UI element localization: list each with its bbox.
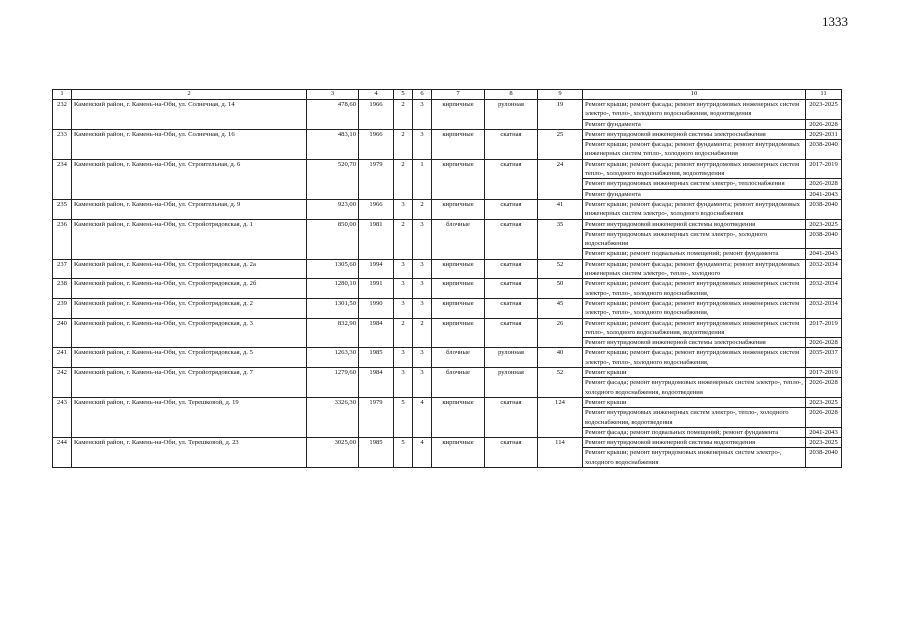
address-cell: Каменский район, г. Камень-на-Оби, ул. Стройотрядовская, д. 2а (72, 259, 307, 279)
entrances-cell: 4 (413, 438, 432, 468)
col-header-7: 7 (432, 90, 485, 100)
address-cell: Каменский район, г. Камень-на-Оби, ул. Стройотрядовская, д. 7 (72, 368, 307, 398)
roof-type-cell: скатная (485, 298, 538, 318)
address-cell: Каменский район, г. Камень-на-Оби, ул. Терешковой, д. 23 (72, 438, 307, 468)
year-cell: 1981 (359, 219, 394, 259)
flats-count-cell: 40 (538, 348, 583, 368)
flats-count-cell: 26 (538, 318, 583, 348)
floors-cell: 3 (394, 199, 413, 219)
table-row (53, 159, 842, 179)
work-description-cell: Ремонт крыши (583, 368, 806, 378)
roof-type-cell: скатная (485, 318, 538, 348)
entrances-cell: 3 (413, 100, 432, 130)
area-cell: 483,10 (307, 129, 359, 159)
wall-material-cell: кирпичные (432, 259, 485, 279)
table-row (53, 348, 842, 368)
period-cell: 2023-2025 (806, 438, 842, 448)
area-cell: 478,60 (307, 100, 359, 130)
col-header-4: 4 (359, 90, 394, 100)
floors-cell: 3 (394, 348, 413, 368)
flats-count-cell: 114 (538, 438, 583, 468)
work-description-cell: Ремонт крыши; ремонт фасада; ремонт внутридомовых инженерных систем электро-, тепло-, холодного водоснабжения, водоотведения (583, 100, 806, 120)
work-description-cell: Ремонт внутридомовой инженерной системы электроснабжения (583, 338, 806, 348)
row-number-cell: 242 (53, 368, 72, 398)
address-cell: Каменский район, г. Камень-на-Оби, ул. Стройотрядовская, д. 2 (72, 298, 307, 318)
row-number-cell: 237 (53, 259, 72, 279)
address-cell: Каменский район, г. Камень-на-Оби, ул. Стройотрядовская, д. 1 (72, 219, 307, 259)
page-number: 1333 (822, 14, 848, 29)
work-description-cell: Ремонт крыши; ремонт фасада; ремонт фундамента; ремонт внутридомовых инженерных систем тепло-, холодного водоснабжения (583, 140, 806, 160)
address-cell: Каменский район, г. Камень-на-Оби, ул. Терешковой, д. 19 (72, 397, 307, 437)
row-number-cell: 240 (53, 318, 72, 348)
floors-cell: 2 (394, 159, 413, 199)
table-row (53, 129, 842, 139)
entrances-cell: 4 (413, 397, 432, 437)
table-row (53, 438, 842, 448)
period-cell: 2023-2025 (806, 100, 842, 120)
wall-material-cell: кирпичные (432, 397, 485, 437)
entrances-cell: 3 (413, 298, 432, 318)
wall-material-cell: блочные (432, 348, 485, 368)
period-cell: 2026-2028 (806, 338, 842, 348)
header-row (53, 90, 842, 100)
table-row (53, 100, 842, 120)
flats-count-cell: 52 (538, 259, 583, 279)
floors-cell: 3 (394, 298, 413, 318)
col-header-8: 8 (485, 90, 538, 100)
period-cell: 2029-2031 (806, 129, 842, 139)
work-description-cell: Ремонт фасада; ремонт внутридомовых инженерных систем электро-, тепло-, холодного водоснабжения, водоотведения (583, 378, 806, 398)
col-header-11: 11 (806, 90, 842, 100)
address-cell: Каменский район, г. Камень-на-Оби, ул. Стройотрядовская, д. 2б (72, 279, 307, 299)
year-cell: 1984 (359, 368, 394, 398)
year-cell: 1966 (359, 199, 394, 219)
entrances-cell: 3 (413, 348, 432, 368)
period-cell: 2026-2028 (806, 179, 842, 189)
floors-cell: 2 (394, 318, 413, 348)
work-description-cell: Ремонт фундамента (583, 189, 806, 199)
entrances-cell: 3 (413, 129, 432, 159)
area-cell: 1301,50 (307, 298, 359, 318)
flats-count-cell: 24 (538, 159, 583, 199)
year-cell: 1966 (359, 100, 394, 130)
work-description-cell: Ремонт крыши (583, 397, 806, 407)
roof-type-cell: рулонная (485, 368, 538, 398)
floors-cell: 2 (394, 100, 413, 130)
address-cell: Каменский район, г. Камень-на-Оби, ул. Солнечная, д. 14 (72, 100, 307, 130)
address-cell: Каменский район, г. Камень-на-Оби, ул. Солнечная, д. 16 (72, 129, 307, 159)
floors-cell: 3 (394, 279, 413, 299)
year-cell: 1985 (359, 438, 394, 468)
area-cell: 1279,60 (307, 368, 359, 398)
wall-material-cell: кирпичные (432, 279, 485, 299)
table-row (53, 397, 842, 407)
period-cell: 2032-2034 (806, 279, 842, 299)
period-cell: 2041-2043 (806, 427, 842, 437)
work-description-cell: Ремонт внутридомовой инженерной системы водоотведения (583, 438, 806, 448)
flats-count-cell: 35 (538, 219, 583, 259)
floors-cell: 2 (394, 129, 413, 159)
year-cell: 1994 (359, 259, 394, 279)
work-description-cell: Ремонт внутридомовой инженерной системы водоотведения (583, 219, 806, 229)
entrances-cell: 2 (413, 318, 432, 348)
roof-type-cell: рулонная (485, 348, 538, 368)
row-number-cell: 235 (53, 199, 72, 219)
row-number-cell: 232 (53, 100, 72, 130)
address-cell: Каменский район, г. Камень-на-Оби, ул. Стройотрядовская, д. 3 (72, 318, 307, 348)
table-row (53, 219, 842, 229)
entrances-cell: 1 (413, 159, 432, 199)
year-cell: 1985 (359, 348, 394, 368)
period-cell: 2026-2028 (806, 378, 842, 398)
flats-count-cell: 52 (538, 368, 583, 398)
year-cell: 1991 (359, 279, 394, 299)
wall-material-cell: кирпичные (432, 318, 485, 348)
work-description-cell: Ремонт крыши; ремонт фасада; ремонт фундамента; ремонт внутридомовых инженерных систем электро-, холодного водоснабжения (583, 199, 806, 219)
col-header-3: 3 (307, 90, 359, 100)
roof-type-cell: скатная (485, 159, 538, 199)
roof-type-cell: скатная (485, 438, 538, 468)
flats-count-cell: 45 (538, 298, 583, 318)
flats-count-cell: 25 (538, 129, 583, 159)
work-description-cell: Ремонт внутридомовых инженерных систем электро-, холодного водоснабжения (583, 229, 806, 249)
work-description-cell: Ремонт внутридомовой инженерной системы электроснабжения (583, 129, 806, 139)
period-cell: 2038-2040 (806, 448, 842, 468)
wall-material-cell: кирпичные (432, 199, 485, 219)
roof-type-cell: рулонная (485, 100, 538, 130)
area-cell: 1280,10 (307, 279, 359, 299)
work-description-cell: Ремонт фундамента (583, 119, 806, 129)
period-cell: 2038-2040 (806, 140, 842, 160)
roof-type-cell: скатная (485, 279, 538, 299)
work-description-cell: Ремонт крыши; ремонт фасада; ремонт внутридомовых инженерных систем тепло-, холодного водоснабжения, водоотведения (583, 159, 806, 179)
year-cell: 1979 (359, 159, 394, 199)
period-cell: 2017-2019 (806, 318, 842, 338)
table-row (53, 298, 842, 318)
period-cell: 2026-2028 (806, 408, 842, 428)
roof-type-cell: скатная (485, 397, 538, 437)
area-cell: 1305,60 (307, 259, 359, 279)
wall-material-cell: кирпичные (432, 298, 485, 318)
year-cell: 1966 (359, 129, 394, 159)
entrances-cell: 3 (413, 219, 432, 259)
area-cell: 1263,30 (307, 348, 359, 368)
flats-count-cell: 19 (538, 100, 583, 130)
period-cell: 2023-2025 (806, 397, 842, 407)
period-cell: 2032-2034 (806, 298, 842, 318)
year-cell: 1979 (359, 397, 394, 437)
row-number-cell: 239 (53, 298, 72, 318)
address-cell: Каменский район, г. Камень-на-Оби, ул. Стройотрядовская, д. 5 (72, 348, 307, 368)
roof-type-cell: скатная (485, 219, 538, 259)
row-number-cell: 238 (53, 279, 72, 299)
row-number-cell: 241 (53, 348, 72, 368)
period-cell: 2035-2037 (806, 348, 842, 368)
flats-count-cell: 124 (538, 397, 583, 437)
wall-material-cell: кирпичные (432, 438, 485, 468)
wall-material-cell: блочные (432, 368, 485, 398)
period-cell: 2017-2019 (806, 368, 842, 378)
area-cell: 520,70 (307, 159, 359, 199)
period-cell: 2041-2043 (806, 249, 842, 259)
floors-cell: 5 (394, 397, 413, 437)
address-cell: Каменский район, г. Камень-на-Оби, ул. Строительная, д. 6 (72, 159, 307, 199)
period-cell: 2026-2028 (806, 119, 842, 129)
year-cell: 1984 (359, 318, 394, 348)
table-row (53, 279, 842, 299)
period-cell: 2041-2043 (806, 189, 842, 199)
wall-material-cell: блочные (432, 219, 485, 259)
area-cell: 3025,00 (307, 438, 359, 468)
row-number-cell: 244 (53, 438, 72, 468)
row-number-cell: 243 (53, 397, 72, 437)
period-cell: 2038-2040 (806, 229, 842, 249)
area-cell: 3326,30 (307, 397, 359, 437)
flats-count-cell: 50 (538, 279, 583, 299)
roof-type-cell: скатная (485, 129, 538, 159)
col-header-9: 9 (538, 90, 583, 100)
period-cell: 2032-2034 (806, 259, 842, 279)
col-header-6: 6 (413, 90, 432, 100)
work-description-cell: Ремонт крыши; ремонт фасада; ремонт внутридомовых инженерных систем электро-, тепло-, холодного водоснабжения, (583, 348, 806, 368)
period-cell: 2023-2025 (806, 219, 842, 229)
work-description-cell: Ремонт фасада; ремонт подвальных помещений; ремонт фундамента (583, 427, 806, 437)
wall-material-cell: кирпичные (432, 159, 485, 199)
col-header-10: 10 (583, 90, 806, 100)
area-cell: 850,00 (307, 219, 359, 259)
work-description-cell: Ремонт крыши; ремонт внутридомовых инженерных систем электро-, холодного водоснабжения (583, 448, 806, 468)
roof-type-cell: скатная (485, 199, 538, 219)
row-number-cell: 233 (53, 129, 72, 159)
period-cell: 2038-2040 (806, 199, 842, 219)
floors-cell: 5 (394, 438, 413, 468)
table-body (53, 100, 842, 468)
work-description-cell: Ремонт крыши; ремонт фасада; ремонт фундамента; ремонт внутридомовых инженерных систем электро-, тепло-, холодного (583, 259, 806, 279)
table-row (53, 368, 842, 378)
work-description-cell: Ремонт крыши; ремонт фасада; ремонт внутридомовых инженерных систем электро-, тепло-, холодного водоснабжения, (583, 279, 806, 299)
row-number-cell: 236 (53, 219, 72, 259)
entrances-cell: 3 (413, 368, 432, 398)
work-description-cell: Ремонт внутридомовых инженерных систем электро-, теплоснабжения (583, 179, 806, 189)
area-cell: 923,00 (307, 199, 359, 219)
floors-cell: 3 (394, 259, 413, 279)
col-header-2: 2 (72, 90, 307, 100)
row-number-cell: 234 (53, 159, 72, 199)
work-description-cell: Ремонт крыши; ремонт подвальных помещений; ремонт фундамента (583, 249, 806, 259)
col-header-5: 5 (394, 90, 413, 100)
wall-material-cell: кирпичные (432, 129, 485, 159)
year-cell: 1990 (359, 298, 394, 318)
table-row (53, 259, 842, 279)
address-cell: Каменский район, г. Камень-на-Оби, ул. Строительная, д. 9 (72, 199, 307, 219)
col-header-1: 1 (53, 90, 72, 100)
table-row (53, 318, 842, 338)
area-cell: 832,90 (307, 318, 359, 348)
work-description-cell: Ремонт крыши; ремонт фасада; ремонт внутридомовых инженерных систем электро-, тепло-, холодного водоснабжения, (583, 298, 806, 318)
work-description-cell: Ремонт внутридомовых инженерных систем электро-, тепло-, холодного водоснабжения, водоотведения (583, 408, 806, 428)
period-cell: 2017-2019 (806, 159, 842, 179)
floors-cell: 2 (394, 219, 413, 259)
repair-schedule-table (52, 89, 842, 468)
entrances-cell: 3 (413, 279, 432, 299)
wall-material-cell: кирпичные (432, 100, 485, 130)
floors-cell: 3 (394, 368, 413, 398)
roof-type-cell: скатная (485, 259, 538, 279)
table-row (53, 199, 842, 219)
flats-count-cell: 41 (538, 199, 583, 219)
entrances-cell: 2 (413, 199, 432, 219)
entrances-cell: 3 (413, 259, 432, 279)
work-description-cell: Ремонт крыши; ремонт фасада; ремонт внутридомовых инженерных систем тепло-, холодного водоснабжения, водоотведения (583, 318, 806, 338)
